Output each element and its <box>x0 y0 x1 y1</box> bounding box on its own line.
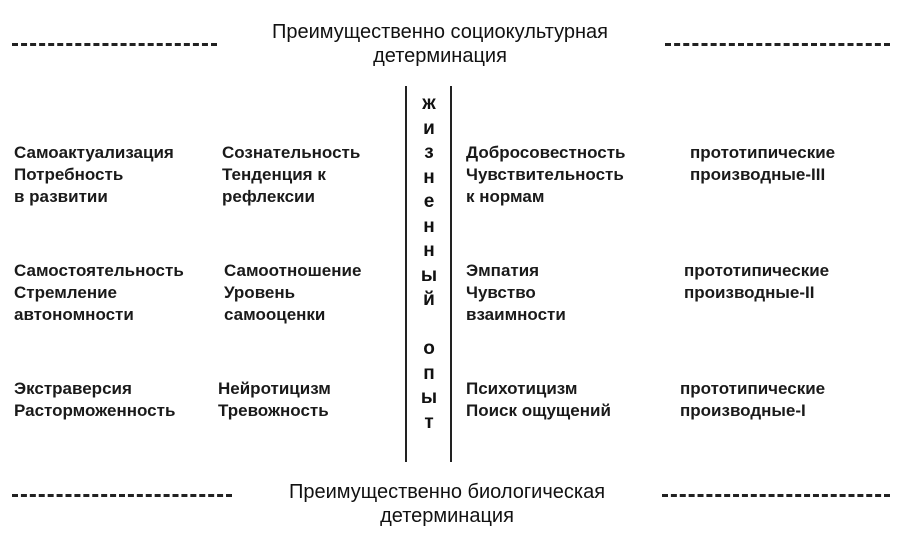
row3-col4 <box>680 378 825 422</box>
cell-line: рефлексии <box>222 187 315 206</box>
row2-col4 <box>684 260 829 304</box>
row1-col1 <box>14 142 174 208</box>
row2-col2 <box>224 260 361 326</box>
axis-letter: ж <box>422 93 436 114</box>
cell-line: прототипические <box>680 379 826 398</box>
cell-line: Самоотношение <box>224 261 362 280</box>
axis-right-line <box>450 86 452 462</box>
axis-letter: о <box>423 338 435 359</box>
axis-letter: ы <box>420 264 438 286</box>
cell-line: Уровень <box>224 283 296 302</box>
top-left-dashed-line <box>12 43 217 46</box>
cell-line: производные-I <box>680 401 806 420</box>
bottom-heading-line1: Преимущественно биологическая <box>288 481 606 503</box>
cell-line: Экстраверсия <box>14 379 132 398</box>
cell-line: Добросовестность <box>466 143 626 162</box>
cell-line: к нормам <box>466 187 545 206</box>
cell-line: Чувствительность <box>466 165 624 184</box>
cell-line: производные-III <box>690 165 826 184</box>
top-heading <box>215 20 665 68</box>
cell-line: в развитии <box>14 187 108 206</box>
row2-col1 <box>14 260 184 326</box>
axis-letter: и <box>423 117 435 139</box>
top-heading-line2: детерминация <box>373 45 507 67</box>
cell-line: Нейротицизм <box>218 379 331 398</box>
cell-line: Поиск ощущений <box>466 401 611 420</box>
axis-letter: ы <box>420 387 438 408</box>
bottom-right-dashed-line <box>662 494 890 497</box>
axis-letter: н <box>423 166 435 188</box>
bottom-heading <box>232 480 662 528</box>
cell-line: взаимности <box>466 305 566 324</box>
axis-letter: й <box>423 289 435 310</box>
life-experience-label <box>412 92 446 435</box>
axis-letter: н <box>423 240 435 261</box>
cell-line: прототипические <box>684 261 830 280</box>
bottom-left-dashed-line <box>12 494 232 497</box>
axis-letter: п <box>423 362 435 384</box>
cell-line: Эмпатия <box>466 261 540 280</box>
cell-line: Сознательность <box>222 143 361 162</box>
cell-line: автономности <box>14 305 134 324</box>
axis-letter: з <box>424 142 434 163</box>
axis-letter: т <box>424 411 434 433</box>
cell-line: Тенденция к <box>222 165 326 184</box>
row3-col2 <box>218 378 331 422</box>
cell-line: Психотицизм <box>466 379 578 398</box>
cell-line: Чувство <box>466 283 536 302</box>
row1-col3 <box>466 142 625 208</box>
axis-letter: н <box>423 215 435 237</box>
row2-col3 <box>466 260 566 326</box>
row1-col4 <box>690 142 835 186</box>
cell-line: Самоактуализация <box>14 143 174 162</box>
cell-line: Самостоятельность <box>14 261 184 280</box>
top-right-dashed-line <box>665 43 890 46</box>
axis-letter-gap <box>412 313 446 338</box>
cell-line: Потребность <box>14 165 124 184</box>
cell-line: Стремление <box>14 283 117 302</box>
top-heading-line1: Преимущественно социокультурная <box>271 21 608 43</box>
bottom-heading-line2: детерминация <box>380 505 514 527</box>
axis-left-line <box>405 86 407 462</box>
row1-col2 <box>222 142 360 208</box>
row3-col1 <box>14 378 175 422</box>
axis-letter: е <box>423 191 435 212</box>
row3-col3 <box>466 378 611 422</box>
cell-line: прототипические <box>690 143 836 162</box>
cell-line: Тревожность <box>218 401 329 420</box>
cell-line: самооценки <box>224 305 326 324</box>
cell-line: Расторможенность <box>14 401 176 420</box>
cell-line: производные-II <box>684 283 815 302</box>
